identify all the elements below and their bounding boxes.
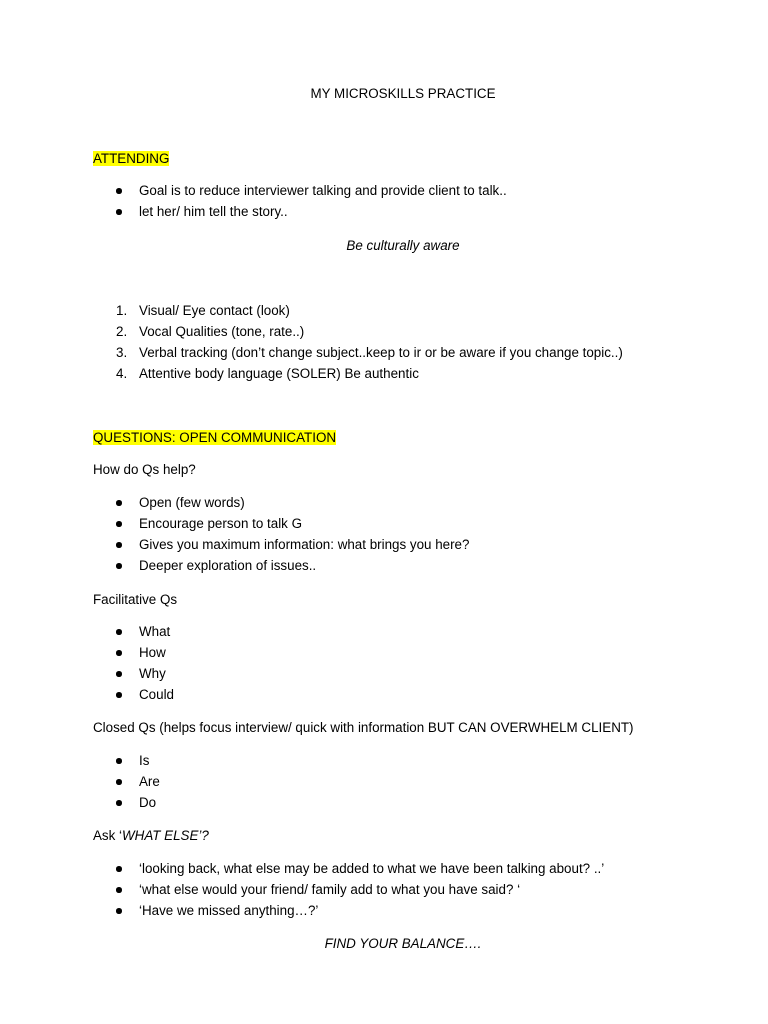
questions-heading-text: QUESTIONS: OPEN COMMUNICATION	[93, 430, 337, 445]
how-qs-help-label: How do Qs help?	[93, 462, 196, 477]
ask-prefix: Ask ‘	[93, 828, 123, 843]
document-page: MY MICROSKILLS PRACTICE ATTENDING Goal is to reduce interviewer talking and provide client to talk.. let her/ him tell the story.. Be culturally aware 1. Visual/ Eye contact (look) 2. Vocal Qualities (tone, rate..) 3. Verbal tracking (don’t change subject..keep to ir or be aware if you change topic..) 4. Attentive body language (SOLER) Be authentic QUESTIONS: OPEN COMMUNICATION How do Qs help? Open (few words) Encourage person to talk G Gives you maximum information: what brings you here? Deeper exploration of issues.. Facilitative Qs What How Why Could Closed Qs (helps focus interview/ quick with information BUT CAN OVERWHELM CLIENT) Is Are Do Ask ‘WHAT ELSE’? ‘looking back, what else may be added to what we have been talking about? ..’ ‘what else would your friend/ family add to what you have said? ‘ ‘Have we missed anything…?’ FIND YOUR BALANCE….	[0, 0, 768, 1024]
questions-heading	[93, 429, 336, 446]
facilitative-qs-label: Facilitative Qs	[93, 592, 178, 607]
attending-heading-text: ATTENDING	[93, 151, 170, 166]
attending-heading	[93, 150, 169, 167]
ask-what-else-label	[93, 827, 209, 844]
document-title: MY MICROSKILLS PRACTICE	[310, 86, 496, 101]
ask-italic: WHAT ELSE’?	[122, 828, 209, 843]
closed-qs-label: Closed Qs (helps focus interview/ quick with information BUT CAN OVERWHELM CLIENT)	[93, 720, 634, 735]
culturally-aware-note: Be culturally aware	[346, 238, 460, 253]
find-your-balance-note: FIND YOUR BALANCE….	[324, 936, 482, 951]
